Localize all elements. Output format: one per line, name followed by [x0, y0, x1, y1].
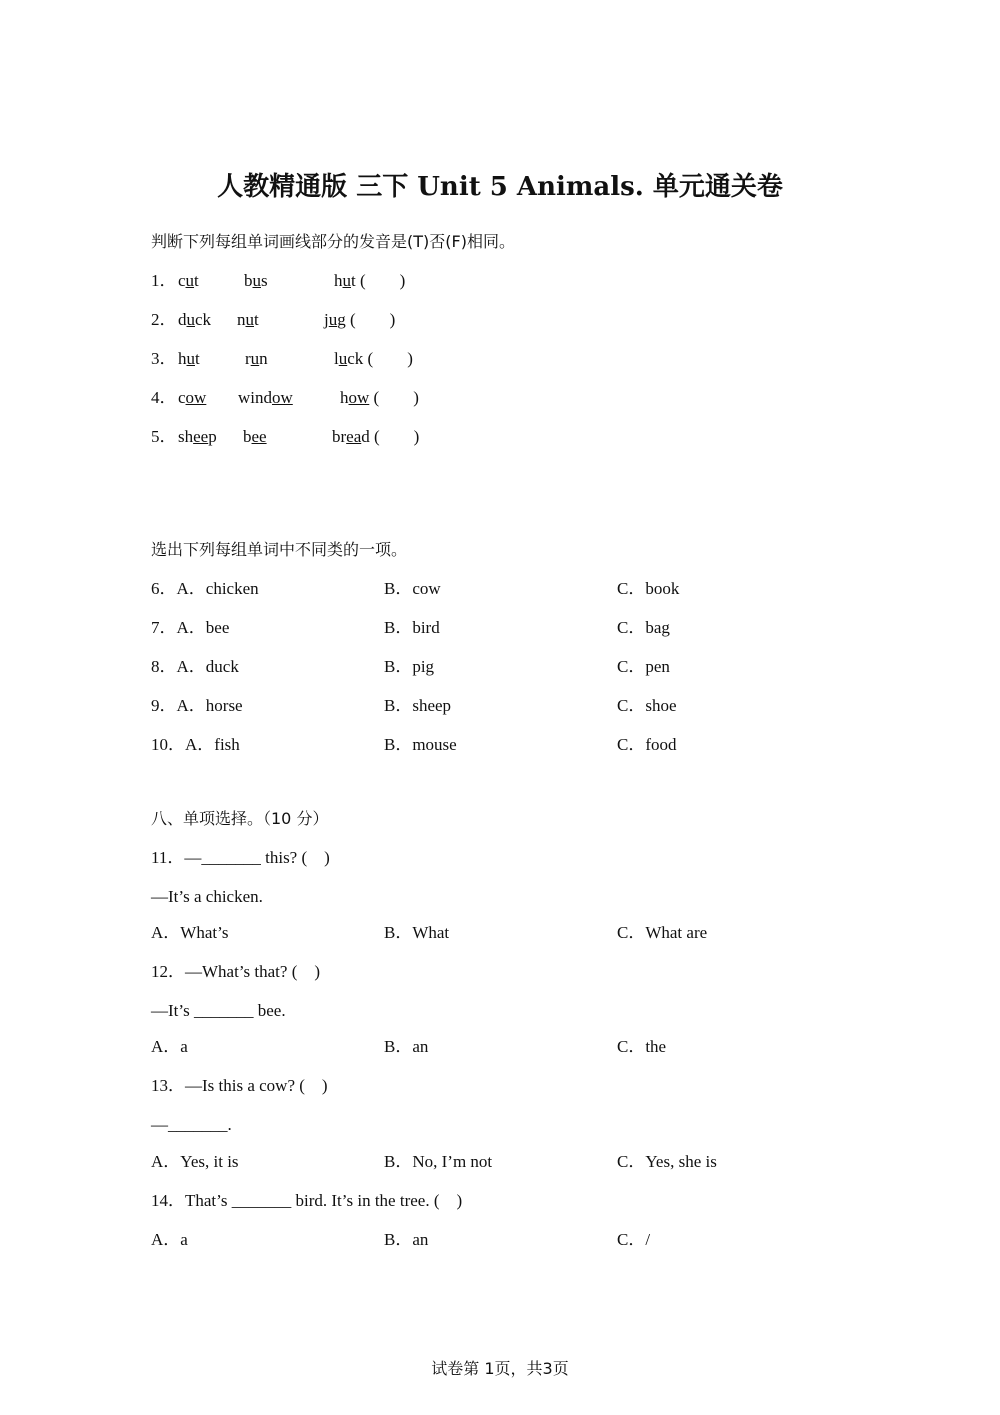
question-number: 3．: [151, 349, 177, 368]
underlined-sound: u: [250, 349, 260, 368]
question-response: —It’s _______ bee.: [151, 1001, 286, 1020]
option-a: 6．A．chicken: [151, 579, 259, 598]
word-part: b: [244, 271, 253, 290]
option-b: B．an: [384, 1230, 429, 1249]
word-part: ck: [195, 310, 212, 329]
word-part: h: [178, 349, 187, 368]
answer-paren[interactable]: ( ): [345, 310, 396, 329]
word-part: g: [337, 310, 346, 329]
word: [178, 270, 199, 292]
underlined-sound: u: [186, 349, 195, 368]
word-part: t: [254, 310, 259, 329]
answer-paren[interactable]: ( ): [355, 271, 406, 290]
word: [178, 426, 217, 448]
word: [178, 348, 200, 370]
question-response: —_______.: [151, 1115, 232, 1134]
word-part: sh: [178, 427, 194, 446]
word-part: br: [332, 427, 347, 446]
word: [324, 309, 395, 331]
word-part: n: [237, 310, 246, 329]
word-part: s: [261, 271, 268, 290]
option-b: B．bird: [384, 618, 440, 637]
option-c: C．What are: [617, 923, 708, 942]
word-part: n: [259, 349, 268, 368]
word-part: c: [178, 388, 186, 407]
option-b: B．No, I’m not: [384, 1152, 493, 1171]
question-stem: 13．—Is this a cow? ( ): [151, 1076, 328, 1095]
option-c: C．/: [617, 1230, 651, 1249]
option-c: C．food: [617, 735, 677, 754]
question-number: 2．: [151, 310, 177, 329]
word: [178, 387, 206, 409]
underlined-sound: u: [342, 271, 351, 290]
underlined-sound: u: [252, 271, 261, 290]
option-c: C．Yes, she is: [617, 1152, 717, 1171]
word: [340, 387, 419, 409]
page-footer: 试卷第 1页，共3页: [431, 1359, 569, 1378]
word-part: d: [178, 310, 187, 329]
page-title: 人教精通版 三下 Unit 5 Animals. 单元通关卷: [217, 172, 783, 202]
word: [334, 348, 413, 370]
option-a: A．a: [151, 1037, 188, 1056]
question-number: 1．: [151, 271, 177, 290]
word-part: c: [178, 271, 186, 290]
word-part: p: [208, 427, 217, 446]
section2-instruction: 选出下列每组单词中不同类的一项。: [151, 540, 408, 559]
underlined-sound: ea: [346, 427, 362, 446]
option-b: B．an: [384, 1037, 429, 1056]
option-a: A．Yes, it is: [151, 1152, 239, 1171]
underlined-sound: ow: [272, 388, 293, 407]
question-number: 5．: [151, 427, 177, 446]
option-a: 9．A．horse: [151, 696, 243, 715]
option-b: B．sheep: [384, 696, 452, 715]
question-stem: 14．That’s _______ bird. It’s in the tree. ( ): [151, 1191, 463, 1210]
question-stem: 12．—What’s that? ( ): [151, 962, 321, 981]
underlined-sound: ow: [185, 388, 207, 407]
underlined-sound: u: [186, 310, 195, 329]
option-b: B．What: [384, 923, 450, 942]
word: [178, 309, 211, 331]
answer-paren[interactable]: ( ): [369, 388, 419, 407]
answer-paren[interactable]: ( ): [369, 427, 420, 446]
underlined-sound: u: [185, 271, 195, 290]
option-c: C．book: [617, 579, 680, 598]
word-part: h: [340, 388, 349, 407]
underlined-sound: u: [245, 310, 254, 329]
word: [238, 387, 293, 409]
option-c: C．the: [617, 1037, 667, 1056]
section1-instruction: 判断下列每组单词画线部分的发音是(T)否(F)相同。: [151, 232, 515, 251]
option-c: C．bag: [617, 618, 670, 637]
question-stem: 11．—_______ this? ( ): [151, 848, 330, 867]
question-response: —It’s a chicken.: [151, 887, 263, 906]
option-b: B．mouse: [384, 735, 457, 754]
underlined-sound: u: [338, 349, 348, 368]
underlined-sound: ee: [251, 427, 267, 446]
option-a: A．What’s: [151, 923, 229, 942]
option-a: 8．A．duck: [151, 657, 239, 676]
option-a: 10．A．fish: [151, 735, 240, 754]
option-b: B．cow: [384, 579, 441, 598]
underlined-sound: ee: [193, 427, 209, 446]
word: [237, 309, 259, 331]
question-number: 4．: [151, 388, 177, 407]
option-a: A．a: [151, 1230, 188, 1249]
option-c: C．shoe: [617, 696, 677, 715]
word-part: t: [194, 271, 199, 290]
word-part: ck: [347, 349, 364, 368]
underlined-sound: u: [328, 310, 338, 329]
word: [244, 270, 268, 292]
underlined-sound: ow: [348, 388, 370, 407]
section3-heading: 八、单项选择。（10 分）: [151, 809, 329, 828]
word-part: t: [351, 271, 356, 290]
word-part: h: [334, 271, 343, 290]
word-part: d: [361, 427, 370, 446]
word: [332, 426, 419, 448]
word-part: wind: [238, 388, 272, 407]
answer-paren[interactable]: ( ): [363, 349, 413, 368]
word: [243, 426, 267, 448]
word-part: j: [324, 310, 329, 329]
option-a: 7．A．bee: [151, 618, 230, 637]
word: [334, 270, 405, 292]
word-part: r: [245, 349, 251, 368]
word: [245, 348, 268, 370]
word-part: t: [195, 349, 200, 368]
option-c: C．pen: [617, 657, 670, 676]
word-part: b: [243, 427, 252, 446]
word-part: l: [334, 349, 339, 368]
option-b: B．pig: [384, 657, 435, 676]
